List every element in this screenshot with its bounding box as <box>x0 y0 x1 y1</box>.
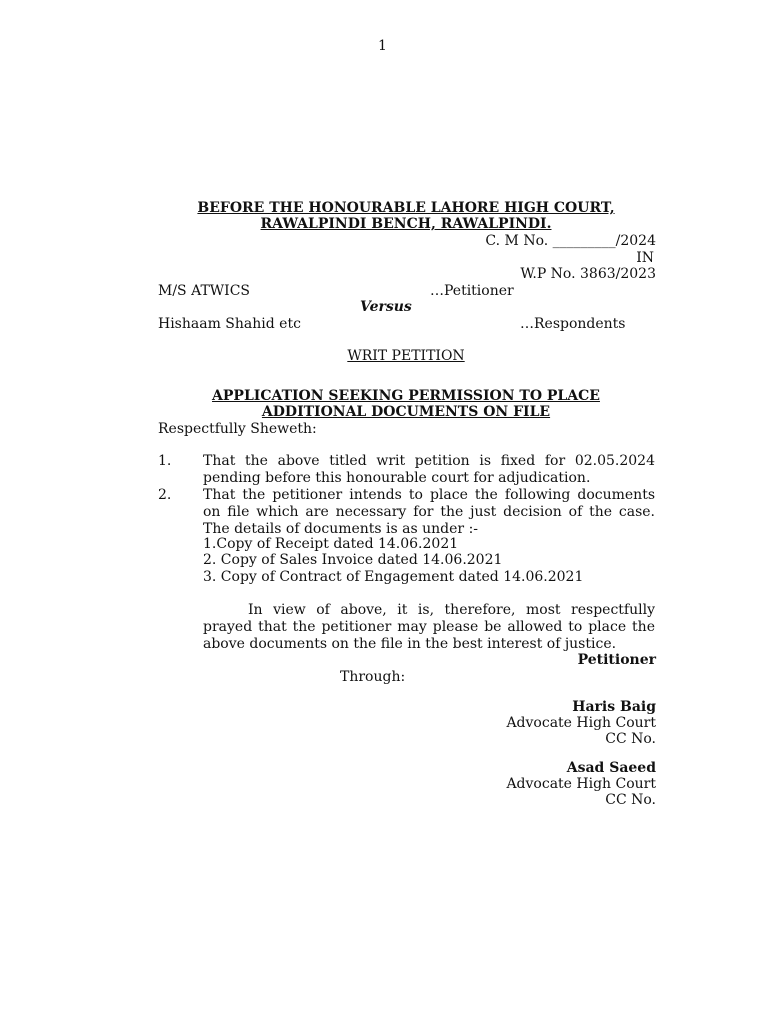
respondent-name: Hishaam Shahid etc <box>158 316 301 332</box>
page-number: 1 <box>378 38 387 54</box>
salutation: Respectfully Sheweth: <box>158 421 317 437</box>
counsel-cc-number: CC No. <box>605 731 656 747</box>
paragraph-text: That the petitioner intends to place the following documents on file which are necessary for the just decision of the case. The details of documents is as under :- <box>203 487 655 537</box>
counsel-name: Asad Saeed <box>566 760 656 776</box>
application-title-line1: APPLICATION SEEKING PERMISSION TO PLACE <box>212 388 600 404</box>
in-label: IN <box>636 250 654 266</box>
versus-label: Versus <box>360 299 412 315</box>
cm-number: C. M No. _________/2024 <box>485 233 656 249</box>
document-list-item: 3. Copy of Contract of Engagement dated 14.06.2021 <box>203 569 584 585</box>
court-heading-line1: BEFORE THE HONOURABLE LAHORE HIGH COURT, <box>197 200 615 216</box>
paragraph-number: 2. <box>158 487 172 503</box>
application-title-line2: ADDITIONAL DOCUMENTS ON FILE <box>261 404 551 420</box>
petition-title: WRIT PETITION <box>347 348 465 364</box>
document-list-item: 2. Copy of Sales Invoice dated 14.06.2021 <box>203 552 503 568</box>
petitioner-role: …Petitioner <box>430 283 514 299</box>
petitioner-signature-label: Petitioner <box>577 652 656 668</box>
respondent-role: …Respondents <box>520 316 626 332</box>
paragraph-text: That the above titled writ petition is fixed for 02.05.2024 pending before this honourable court for adjudication. <box>203 453 655 486</box>
counsel-cc-number: CC No. <box>605 792 656 808</box>
counsel-title: Advocate High Court <box>506 715 656 731</box>
court-heading-line2: RAWALPINDI BENCH, RAWALPINDI. <box>260 216 552 232</box>
paragraph-number: 1. <box>158 453 172 469</box>
counsel-name: Haris Baig <box>572 699 656 715</box>
through-label: Through: <box>340 669 406 685</box>
document-list-item: 1.Copy of Receipt dated 14.06.2021 <box>203 536 459 552</box>
counsel-title: Advocate High Court <box>506 776 656 792</box>
petitioner-name: M/S ATWICS <box>158 283 250 299</box>
wp-number: W.P No. 3863/2023 <box>520 266 656 282</box>
prayer-paragraph: In view of above, it is, therefore, most respectfully prayed that the petitioner may please be allowed to place the above documents on the file in the best interest of justice. <box>203 602 655 652</box>
